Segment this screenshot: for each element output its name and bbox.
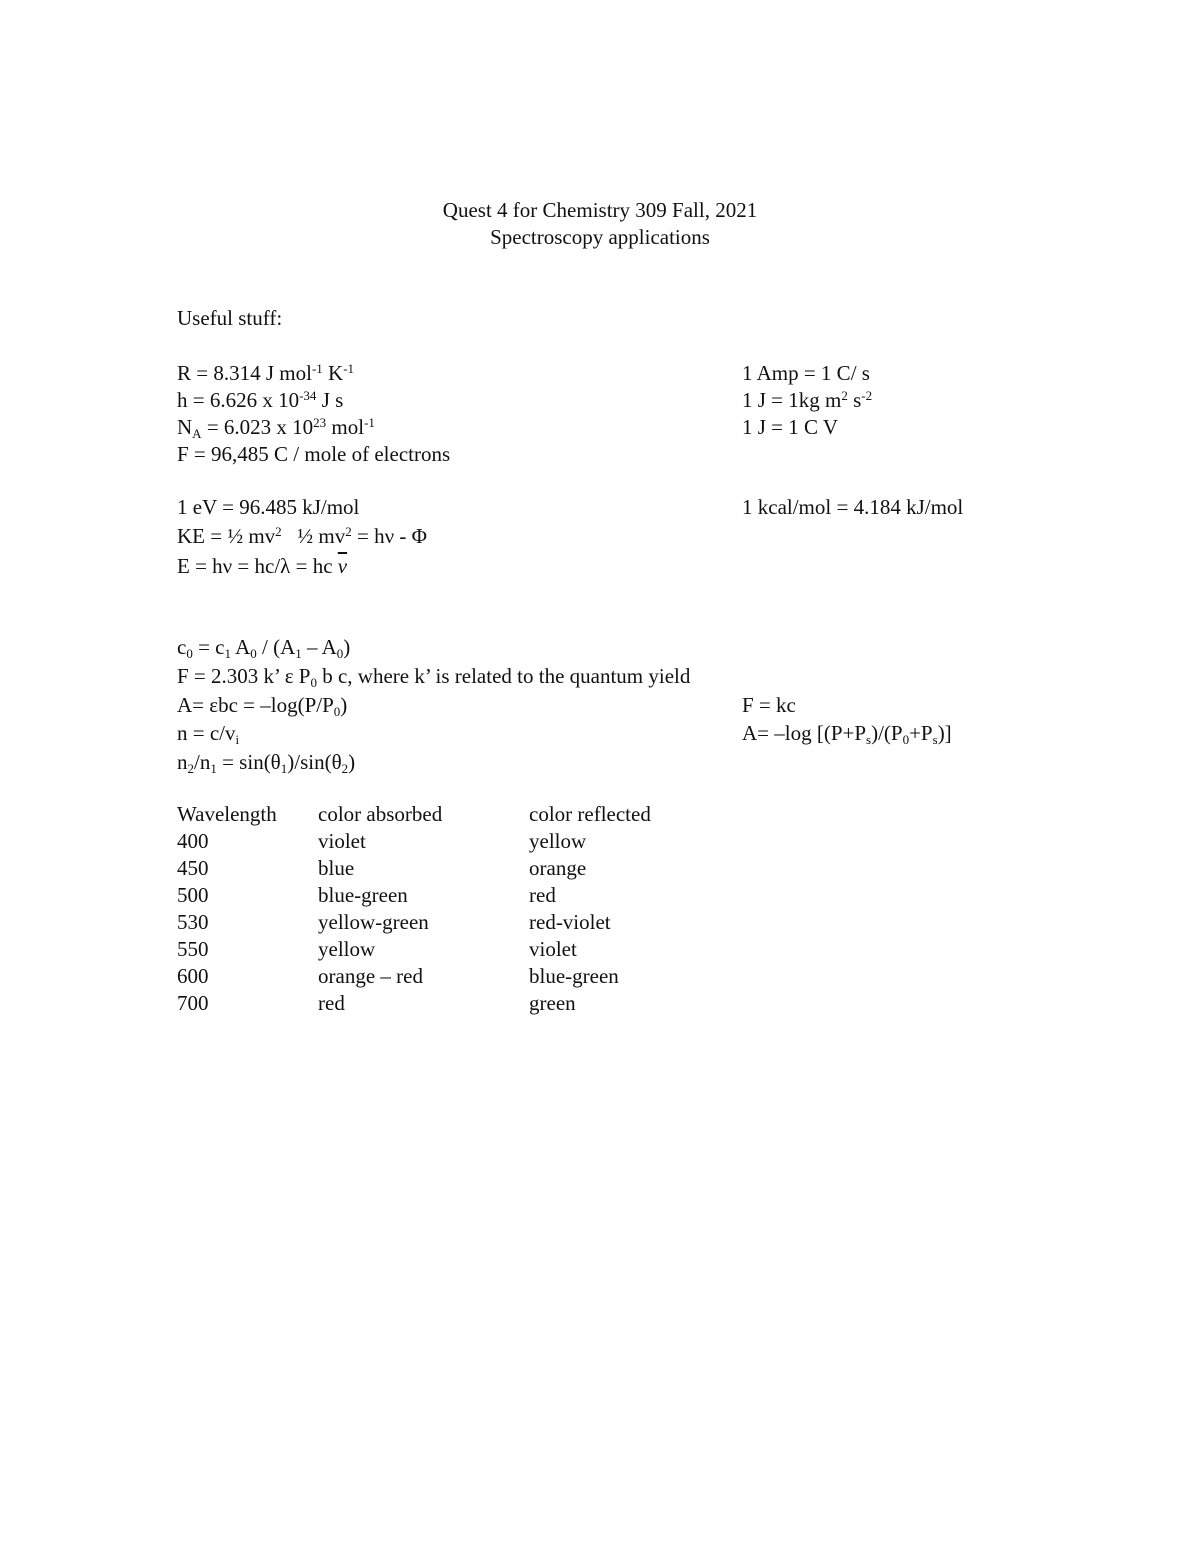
document-subtitle: Spectroscopy applications bbox=[490, 225, 710, 249]
wavelength-cell: 500 bbox=[177, 883, 209, 907]
wavelength-cell: 530 bbox=[177, 910, 209, 934]
faraday-constant: F = 96,485 C / mole of electrons bbox=[177, 442, 451, 466]
refractive-index-equation: $n = c/v_i$ bbox=[177, 721, 240, 747]
joule-definition-cv: 1 J = 1 C V bbox=[742, 415, 839, 439]
header-color-absorbed: color absorbed bbox=[318, 802, 443, 826]
document-title: Quest 4 for Chemistry 309 Fall, 2021 bbox=[442, 198, 758, 222]
wavelength-cell: 450 bbox=[177, 856, 209, 880]
standard-addition-equation: $c_0 = c_1$ $A_0 / (A_1 - A_0)$ bbox=[177, 635, 351, 661]
header-wavelength: Wavelength bbox=[177, 802, 277, 826]
absorbed-cell: yellow bbox=[318, 937, 376, 961]
absorbed-cell: red bbox=[318, 991, 345, 1015]
fluorescence-equation: F = 2.303 k’ ε $P_0$ b c, where k’ is related to the quantum yield bbox=[177, 664, 691, 690]
planck-constant: h = 6.626 x $10^{-34}$ J s bbox=[177, 388, 344, 412]
wavelength-cell: 400 bbox=[177, 829, 209, 853]
gas-constant: R = 8.314 J mol$^{-1}$ $K^{-1}$ bbox=[177, 361, 355, 385]
kinetic-energy-equation: KE = ½ $mv^2$ ½ $mv^2 = h\nu - \Phi$ bbox=[177, 524, 427, 548]
reflected-cell: green bbox=[529, 991, 576, 1015]
intro-label: Useful stuff: bbox=[177, 306, 283, 330]
absorbed-cell: blue-green bbox=[318, 883, 408, 907]
kcal-conversion: 1 kcal/mol = 4.184 kJ/mol bbox=[742, 495, 964, 519]
reflected-cell: orange bbox=[529, 856, 587, 880]
reflected-cell: red bbox=[529, 883, 556, 907]
wavelength-cell: 550 bbox=[177, 937, 209, 961]
wavelength-cell: 600 bbox=[177, 964, 209, 988]
beer-law-equation: $A= \varepsilon bc = -\log(P/P_0)$ bbox=[177, 693, 348, 719]
wavelength-cell: 700 bbox=[177, 991, 209, 1015]
snell-law-equation: $n_2/n_1 = \sin(\theta_1)/\sin(\theta_2)$ bbox=[177, 750, 356, 776]
photon-energy-equation: E = hν = hc/λ = hc $\overline{\nu}$ bbox=[177, 554, 348, 578]
ampere-definition: 1 Amp = 1 C/ s bbox=[742, 361, 870, 385]
reflected-cell: blue-green bbox=[529, 964, 619, 988]
avogadro-number: $N_A = 6.023$ x $10^{23}$ mol$^{-1}$ bbox=[177, 415, 375, 441]
joule-definition-kg: 1 J = 1kg $m^2$ $s^{-2}$ bbox=[742, 388, 873, 412]
absorbed-cell: blue bbox=[318, 856, 355, 880]
reflected-cell: yellow bbox=[529, 829, 587, 853]
absorbed-cell: orange – red bbox=[318, 964, 423, 988]
stray-light-equation: A= –log $[(P+P_s)/(P_0+P_s)]$ bbox=[742, 721, 952, 747]
header-color-reflected: color reflected bbox=[529, 802, 651, 826]
ev-conversion: 1 eV = 96.485 kJ/mol bbox=[177, 495, 360, 519]
reflected-cell: red-violet bbox=[529, 910, 611, 934]
fluorescence-kc-equation: F = kc bbox=[742, 693, 796, 717]
reflected-cell: violet bbox=[529, 937, 577, 961]
absorbed-cell: yellow-green bbox=[318, 910, 429, 934]
absorbed-cell: violet bbox=[318, 829, 366, 853]
